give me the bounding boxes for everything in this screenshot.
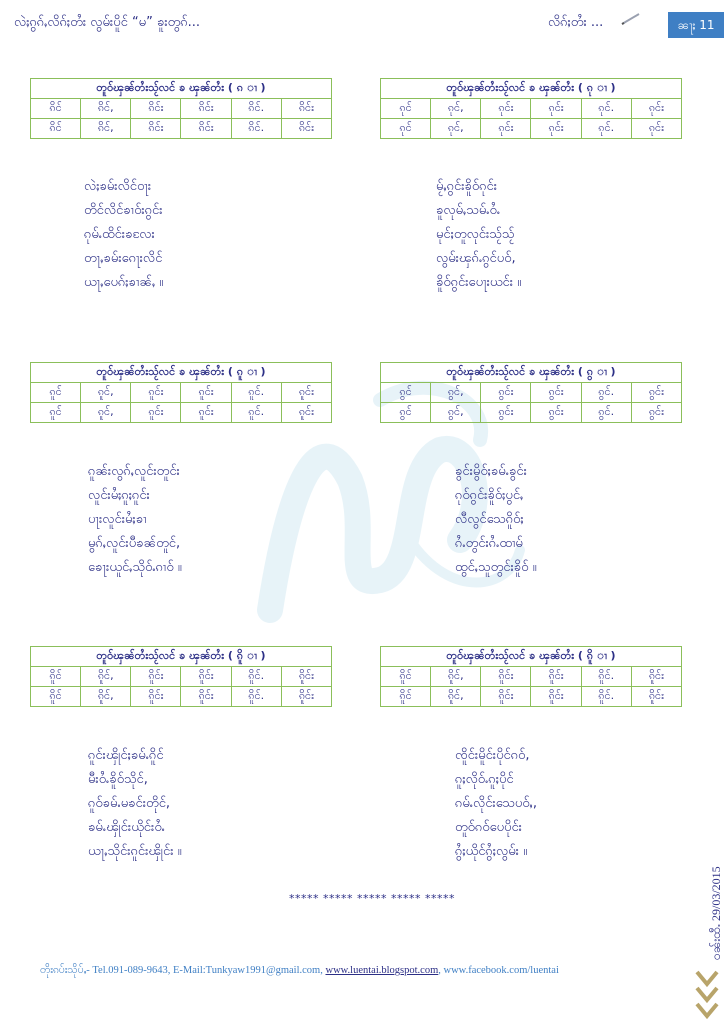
verse-line: တူဝ်ၵဝ်ပေပိုင်း xyxy=(455,820,522,835)
table-cell: ၵိင်း xyxy=(281,99,331,119)
table-cell: ၵိူင်း xyxy=(531,667,581,687)
table-cell: ၵူင်, xyxy=(81,403,131,423)
table-cell: ၵူင်း xyxy=(181,403,231,423)
table-cell: ၵိင်း xyxy=(181,119,231,139)
table-cell: ၵွင် xyxy=(381,403,431,423)
verse-line: လီလွင်သေၵိူဝ်ႈ xyxy=(455,512,524,527)
table-title: တူဝ်ၾၼ်တႆးသႂ်လင် ၶ ၾၼ်တႆး ( ၵိူ ၢ ) xyxy=(31,647,332,667)
verse-block-4 xyxy=(455,460,537,580)
table-cell: ၵိူင်း xyxy=(481,687,531,707)
table-cell: ၵုင်း xyxy=(631,119,681,139)
table-cell: ၵူင်း xyxy=(281,403,331,423)
table-cell: ၵွင်း xyxy=(531,403,581,423)
table-cell: ၵိူင်း xyxy=(131,687,181,707)
table-cell: ၵိူင်း xyxy=(181,687,231,707)
verse-line: မီးဝႆႉၶိူဝ်သိုင်, xyxy=(88,772,148,787)
table-cell: ၵိူင်း xyxy=(531,687,581,707)
table-cell: ၵိူင်း xyxy=(481,667,531,687)
table-cell: ၵူင် xyxy=(31,383,81,403)
table-cell: ၵိူင် xyxy=(31,687,81,707)
table-cell: ၵိူင်. xyxy=(581,667,631,687)
verse-line: ၶမ်ႉၾိုင်းယိုင်းဝႆႉ xyxy=(88,820,165,835)
table-cell: ၵွင်, xyxy=(431,383,481,403)
table-title: တူဝ်ၾၼ်တႆးသႂ်လင် ၶ ၾၼ်တႆး ( ၵု ၢ ) xyxy=(381,79,682,99)
table-cell: ၵွင်. xyxy=(581,403,631,423)
verse-line: ထွင်ႇသူတွင်းၶိူဝ် ။ xyxy=(455,560,537,575)
verse-block-5 xyxy=(88,744,182,864)
table-cell: ၵူင်း xyxy=(281,383,331,403)
table-cell: ၵိူင် xyxy=(381,687,431,707)
verse-line: တိင်လိင်ၶၢဝ်းၵွင်း xyxy=(84,203,163,218)
facebook-link[interactable]: www.facebook.com/luentai xyxy=(443,965,559,976)
table-cell: ၵုင်, xyxy=(431,99,481,119)
blog-link[interactable]: www.luentai.blogspot.com xyxy=(325,965,439,976)
table-title: တူဝ်ၾၼ်တႆးသႂ်လင် ၶ ၾၼ်တႆး ( ၵ ၢ ) xyxy=(31,79,332,99)
table-cell: ၵုင်. xyxy=(581,99,631,119)
table-cell: ၵိင်း xyxy=(131,119,181,139)
verse-line: ၸိူင်းမိူင်းပိုင်ၵဝ်, xyxy=(455,748,530,763)
table-cell: ၵိင်, xyxy=(81,119,131,139)
table-cell: ၵိူင်. xyxy=(581,687,631,707)
table-cell: ၵိူင်. xyxy=(231,687,281,707)
table-cell: ၵူင်, xyxy=(81,383,131,403)
verse-block-1 xyxy=(84,175,163,295)
table-cell: ၵုင်း xyxy=(481,119,531,139)
table-title: တူဝ်ၾၼ်တႆးသႂ်လင် ၶ ၾၼ်တႆး ( ၵိူ ၢ ) xyxy=(381,647,682,667)
tone-table-3 xyxy=(30,362,332,423)
verse-line: လွမ်းၾၵ်ႉၵွင်ပဝ်, xyxy=(436,251,516,266)
tone-table-5 xyxy=(30,646,332,707)
header-author: လိၵ်ႈတႆး ... xyxy=(548,15,604,30)
table-cell: ၵုင်, xyxy=(431,119,481,139)
verse-line: ၶေႃးယူင်ႇသိုဝ်ႉၵၢဝ် ။ xyxy=(88,560,182,575)
table-cell: ၵူင်း xyxy=(181,383,231,403)
verse-line: မွၵ်ႇလူင်းပီၶၼ်တူင်, xyxy=(88,536,181,551)
verse-block-2 xyxy=(436,175,521,295)
table-cell: ၵုင် xyxy=(381,119,431,139)
verse-line: ၵူႈလိုဝ်ႉၵူႈပိုင် xyxy=(455,772,514,787)
verse-line: တႃႇၶမ်းၵေႃးလိင် xyxy=(84,251,163,266)
table-cell: ၵိူင်း xyxy=(131,667,181,687)
verse-line: လူင်းမႆႈၵူႈၵူင်း xyxy=(88,488,150,503)
table-cell: ၵိင်း xyxy=(281,119,331,139)
tone-table-2 xyxy=(380,78,682,139)
pen-icon xyxy=(620,12,642,26)
table-cell: ၵွင်, xyxy=(431,403,481,423)
table-cell: ၵိင်. xyxy=(231,99,281,119)
table-cell: ၵိူင်း xyxy=(631,687,681,707)
table-cell: ၵိင်း xyxy=(131,99,181,119)
tone-table-1 xyxy=(30,78,332,139)
verse-line: မႂ်ႇၵွင်းၶိူဝ်ၵုင်း xyxy=(436,179,498,194)
table-cell: ၵွင်း xyxy=(531,383,581,403)
table-cell: ၵူင်. xyxy=(231,403,281,423)
table-cell: ၵိူင်, xyxy=(431,687,481,707)
table-cell: ၵုင် xyxy=(381,99,431,119)
table-cell: ၵွင်း xyxy=(481,403,531,423)
verse-block-3 xyxy=(88,460,182,580)
table-cell: ၵိူင်း xyxy=(631,667,681,687)
footer-sep: , xyxy=(438,965,444,976)
verse-line: ၶိူဝ်ၵွင်းပေႃးယင်း ။ xyxy=(436,275,522,290)
verse-line: ၶွင်းမွိဝ်ႈၶမ်ႉၶွင်း xyxy=(455,464,527,479)
footer-contact xyxy=(40,964,559,979)
tone-table-4 xyxy=(380,362,682,423)
verse-line: ၵူင်းၾိုင်ႈၶမ်ႉၵိူင် xyxy=(88,748,164,763)
section-separator: ***** ***** ***** ***** ***** xyxy=(289,892,455,905)
table-cell: ၵွင်း xyxy=(631,403,681,423)
table-cell: ၵူင် xyxy=(31,403,81,423)
table-cell: ၵွင်. xyxy=(581,383,631,403)
table-cell: ၵူင်း xyxy=(131,403,181,423)
verse-line: ၶူလုမ်ႇသမ်ႉဝႆႉ xyxy=(436,203,501,218)
header-title: လဲႈၵွၵ်ႇလိၵ်ႈတႆး လွမ်းပိူင် “မ” ၶူးတွၵ်... xyxy=(14,15,201,30)
vertical-date xyxy=(686,820,723,970)
verse-line: လဲႈၶမ်းလိင်ဝႃး xyxy=(84,179,152,194)
table-cell: ၵိူင်း xyxy=(281,687,331,707)
table-cell: ၵွင်း xyxy=(631,383,681,403)
chevron-down-icon xyxy=(694,966,720,1022)
table-cell: ၵုင်. xyxy=(581,119,631,139)
table-cell: ၵိူင် xyxy=(381,667,431,687)
table-cell: ၵိူင်း xyxy=(181,667,231,687)
verse-line: ၵမ်ႉလိုင်းသေပဝ်ႇ, xyxy=(455,796,537,811)
verse-line: ယႃႇပေၵ်ႈၶၢၼ်ႇ ။ xyxy=(84,275,164,290)
footer-prefix: တိုးၵပ်းသိုပ်ႇ- Tel.091-089-9643, E-Mail:Tunkyaw1991@gmail.com, xyxy=(40,965,326,976)
table-cell: ၵိူင်. xyxy=(231,667,281,687)
table-cell: ၵိင်, xyxy=(81,99,131,119)
verse-line: ၵႆႉတွင်းၵႆႉထၢမ် xyxy=(455,536,523,551)
table-cell: ၵိူင် xyxy=(31,667,81,687)
table-cell: ၵုင်း xyxy=(531,119,581,139)
table-cell: ၵူင်. xyxy=(231,383,281,403)
table-cell: ၵုင်း xyxy=(531,99,581,119)
table-cell: ၵိင် xyxy=(31,99,81,119)
verse-line: ၵွႆႈယိုင်ၵွႆႈလွမ်း ။ xyxy=(455,844,528,859)
verse-line: ၵုဝ်ၵွင်းၶိူဝ်ႈပွင်ႇ xyxy=(455,488,524,503)
verse-line: ပႃးလူင်းမႆႈၶၢ xyxy=(88,512,147,527)
verse-block-6 xyxy=(455,744,537,864)
verse-line: မုင်ႈတူလုင်းသႂ်သႂ် xyxy=(436,227,515,242)
table-cell: ၵိူင်, xyxy=(431,667,481,687)
table-cell: ၵုင်း xyxy=(481,99,531,119)
table-title: တူဝ်ၾၼ်တႆးသႂ်လင် ၶ ၾၼ်တႆး ( ၵွ ၢ ) xyxy=(381,363,682,383)
verse-line: ၵူၼ်းလွၵ်ႇလူင်းတူင်း xyxy=(88,464,180,479)
table-cell: ၵိင်. xyxy=(231,119,281,139)
verse-line: ၵုမ်ႉထိင်းၶလႄး xyxy=(84,227,155,242)
table-cell: ၵိူင်, xyxy=(81,687,131,707)
table-title: တူဝ်ၾၼ်တႆးသႂ်လင် ၶ ၾၼ်တႆး ( ၵူ ၢ ) xyxy=(31,363,332,383)
page-number-badge: ၼႃႈ 11 xyxy=(668,12,724,38)
table-cell: ၵုင်း xyxy=(631,99,681,119)
table-cell: ၵိူင်း xyxy=(281,667,331,687)
verse-line: ယႃႇသိုင်းၵူင်းၾိုင်း ။ xyxy=(88,844,182,859)
table-cell: ၵွင်း xyxy=(481,383,531,403)
tone-table-6 xyxy=(380,646,682,707)
vertical-date-text: ဝၼ်းထီႉ 29/03/2015 xyxy=(709,866,723,960)
table-cell: ၵိင်း xyxy=(181,99,231,119)
table-cell: ၵူင်း xyxy=(131,383,181,403)
table-cell: ၵွင် xyxy=(381,383,431,403)
table-cell: ၵိင် xyxy=(31,119,81,139)
verse-line: ၵူဝ်ၶမ်ႉမၶင်းတိုင်, xyxy=(88,796,171,811)
table-cell: ၵိူင်, xyxy=(81,667,131,687)
